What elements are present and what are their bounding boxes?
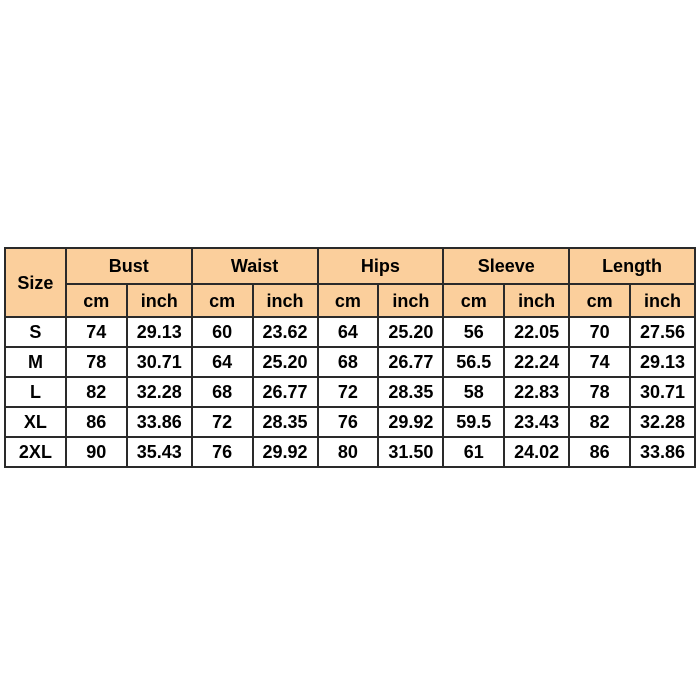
length-cm-header: cm bbox=[569, 284, 630, 317]
size-cell: 2XL bbox=[5, 437, 66, 467]
value-cell: 70 bbox=[569, 317, 630, 347]
value-cell: 76 bbox=[318, 407, 379, 437]
value-cell: 22.05 bbox=[504, 317, 569, 347]
value-cell: 72 bbox=[192, 407, 253, 437]
value-cell: 82 bbox=[66, 377, 127, 407]
hips-inch-header: inch bbox=[378, 284, 443, 317]
value-cell: 74 bbox=[569, 347, 630, 377]
table-row bbox=[5, 407, 695, 437]
waist-inch-header: inch bbox=[253, 284, 318, 317]
value-cell: 86 bbox=[66, 407, 127, 437]
size-cell: L bbox=[5, 377, 66, 407]
size-cell: M bbox=[5, 347, 66, 377]
value-cell: 56 bbox=[443, 317, 504, 347]
value-cell: 28.35 bbox=[253, 407, 318, 437]
header-group-row bbox=[5, 248, 695, 284]
size-cell: XL bbox=[5, 407, 66, 437]
value-cell: 29.13 bbox=[630, 347, 695, 377]
value-cell: 68 bbox=[192, 377, 253, 407]
value-cell: 33.86 bbox=[127, 407, 192, 437]
size-chart-table bbox=[4, 247, 696, 468]
length-header: Length bbox=[569, 248, 695, 284]
value-cell: 86 bbox=[569, 437, 630, 467]
value-cell: 27.56 bbox=[630, 317, 695, 347]
value-cell: 26.77 bbox=[378, 347, 443, 377]
value-cell: 30.71 bbox=[630, 377, 695, 407]
value-cell: 64 bbox=[192, 347, 253, 377]
value-cell: 58 bbox=[443, 377, 504, 407]
value-cell: 90 bbox=[66, 437, 127, 467]
value-cell: 29.13 bbox=[127, 317, 192, 347]
value-cell: 35.43 bbox=[127, 437, 192, 467]
bust-header: Bust bbox=[66, 248, 192, 284]
waist-header: Waist bbox=[192, 248, 318, 284]
value-cell: 24.02 bbox=[504, 437, 569, 467]
table-row bbox=[5, 377, 695, 407]
value-cell: 28.35 bbox=[378, 377, 443, 407]
value-cell: 31.50 bbox=[378, 437, 443, 467]
value-cell: 60 bbox=[192, 317, 253, 347]
value-cell: 26.77 bbox=[253, 377, 318, 407]
value-cell: 32.28 bbox=[630, 407, 695, 437]
value-cell: 78 bbox=[569, 377, 630, 407]
value-cell: 32.28 bbox=[127, 377, 192, 407]
sleeve-cm-header: cm bbox=[443, 284, 504, 317]
length-inch-header: inch bbox=[630, 284, 695, 317]
hips-cm-header: cm bbox=[318, 284, 379, 317]
value-cell: 33.86 bbox=[630, 437, 695, 467]
value-cell: 76 bbox=[192, 437, 253, 467]
size-cell: S bbox=[5, 317, 66, 347]
value-cell: 80 bbox=[318, 437, 379, 467]
value-cell: 56.5 bbox=[443, 347, 504, 377]
waist-cm-header: cm bbox=[192, 284, 253, 317]
value-cell: 29.92 bbox=[253, 437, 318, 467]
value-cell: 30.71 bbox=[127, 347, 192, 377]
sleeve-header: Sleeve bbox=[443, 248, 569, 284]
table-row bbox=[5, 437, 695, 467]
bust-inch-header: inch bbox=[127, 284, 192, 317]
value-cell: 25.20 bbox=[378, 317, 443, 347]
value-cell: 74 bbox=[66, 317, 127, 347]
value-cell: 29.92 bbox=[378, 407, 443, 437]
value-cell: 23.43 bbox=[504, 407, 569, 437]
value-cell: 22.24 bbox=[504, 347, 569, 377]
sleeve-inch-header: inch bbox=[504, 284, 569, 317]
value-cell: 72 bbox=[318, 377, 379, 407]
bust-cm-header: cm bbox=[66, 284, 127, 317]
table-row bbox=[5, 317, 695, 347]
value-cell: 22.83 bbox=[504, 377, 569, 407]
value-cell: 61 bbox=[443, 437, 504, 467]
size-header: Size bbox=[5, 248, 66, 317]
value-cell: 59.5 bbox=[443, 407, 504, 437]
value-cell: 25.20 bbox=[253, 347, 318, 377]
value-cell: 78 bbox=[66, 347, 127, 377]
value-cell: 64 bbox=[318, 317, 379, 347]
value-cell: 82 bbox=[569, 407, 630, 437]
header-unit-row bbox=[5, 284, 695, 317]
value-cell: 23.62 bbox=[253, 317, 318, 347]
hips-header: Hips bbox=[318, 248, 444, 284]
value-cell: 68 bbox=[318, 347, 379, 377]
table-row bbox=[5, 347, 695, 377]
